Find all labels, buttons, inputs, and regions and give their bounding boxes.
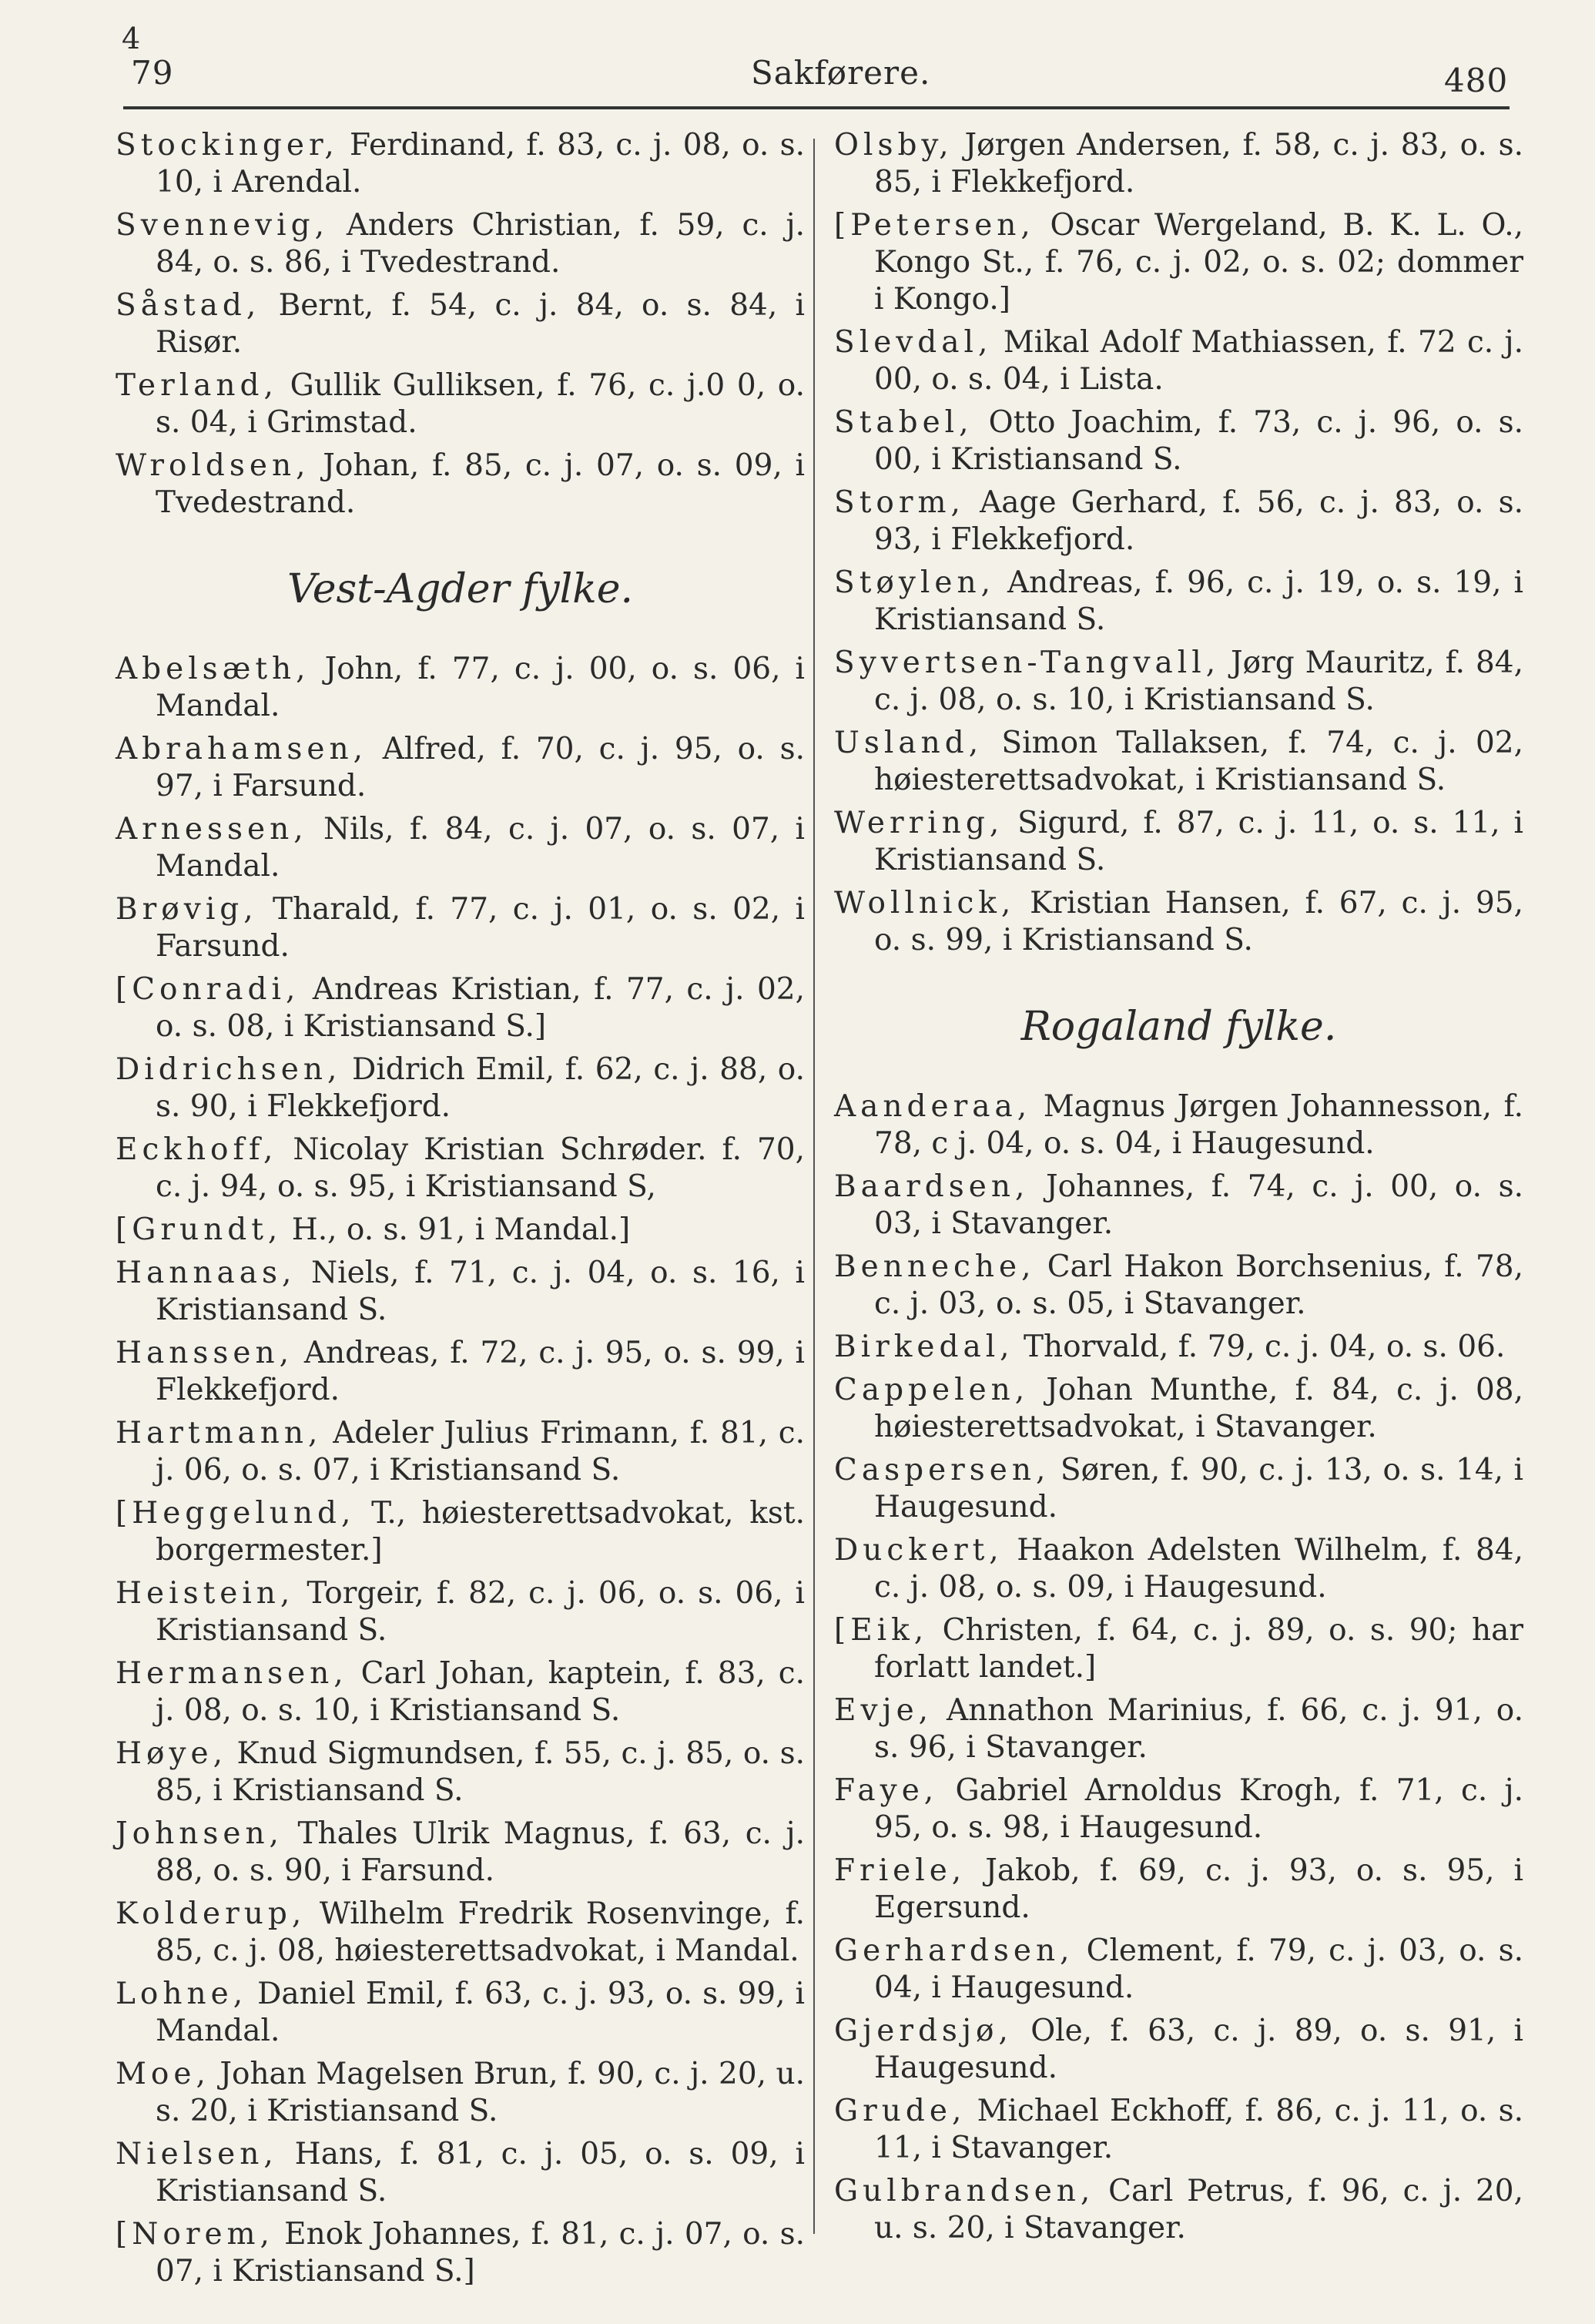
entry-details: Didrich Emil, f. 62, c. j. 88, o. s. 90, i Flekkefjord. — [156, 1052, 805, 1124]
entry-details: Søren, f. 90, c. j. 13, o. s. 14, i Haugesund. — [874, 1453, 1523, 1524]
entry-surname: Heistein, — [116, 1576, 295, 1611]
entry-details: Thorvald, f. 79, c. j. 04, o. s. 06. — [1014, 1330, 1506, 1364]
entry-details: Aage Gerhard, f. 56, c. j. 83, o. s. 93, i Flekkefjord. — [874, 485, 1523, 557]
entry-surname: Nielsen, — [116, 2137, 278, 2171]
directory-entry — [116, 1575, 805, 1649]
directory-entry — [834, 1249, 1523, 1323]
left-section-entries — [116, 651, 805, 2290]
entry-surname: Slevdal, — [834, 325, 993, 360]
entry-surname: Kolderup, — [116, 1896, 307, 1931]
right-column — [834, 127, 1523, 2253]
directory-entry — [116, 367, 805, 441]
entry-surname: Wollnick, — [834, 886, 1016, 921]
directory-entry — [834, 645, 1523, 719]
entry-details: H., o. s. 91, i Mandal.] — [282, 1212, 631, 1247]
directory-entry — [116, 2136, 805, 2210]
entry-surname: [Heggelund, — [116, 1496, 356, 1531]
entry-details: Gabriel Arnoldus Krogh, f. 71, c. j. 95, o. s. 98, i Haugesund. — [874, 1773, 1523, 1845]
entry-details: Hans, f. 81, c. j. 05, o. s. 09, i Kristiansand S. — [156, 2137, 805, 2208]
entry-surname: [Eik, — [834, 1613, 929, 1648]
entry-details: Sigurd, f. 87, c. j. 11, o. s. 11, i Kristiansand S. — [874, 806, 1523, 877]
directory-entry — [834, 1692, 1523, 1766]
entry-surname: Arnessen, — [116, 812, 308, 847]
directory-entry — [116, 207, 805, 281]
directory-entry — [116, 1495, 805, 1569]
directory-entry — [116, 811, 805, 885]
entry-details: Otto Joachim, f. 73, c. j. 96, o. s. 00, i Kristiansand S. — [874, 405, 1523, 477]
entry-details: Daniel Emil, f. 63, c. j. 93, o. s. 99, i Mandal. — [156, 1977, 805, 2048]
entry-surname: Friele, — [834, 1853, 967, 1888]
page-number-left: 79 — [131, 54, 174, 92]
header-rule — [123, 106, 1510, 109]
directory-entry — [834, 207, 1523, 318]
entry-surname: Svennevig, — [116, 208, 330, 243]
directory-entry — [834, 1372, 1523, 1446]
right-section-entries — [834, 1088, 1523, 2247]
entry-surname: Eckhoff, — [116, 1132, 278, 1167]
directory-entry — [834, 1169, 1523, 1242]
entry-surname: Werring, — [834, 806, 1004, 840]
entry-surname: Syvertsen-Tangvall, — [834, 646, 1221, 680]
directory-entry — [116, 651, 805, 725]
directory-entry — [834, 1452, 1523, 1526]
entry-surname: Abrahamsen, — [116, 732, 367, 766]
entry-surname: [Norem, — [116, 2217, 274, 2252]
entry-details: Johan, f. 85, c. j. 07, o. s. 09, i Tvedestrand. — [156, 448, 805, 520]
entry-surname: Storm, — [834, 485, 965, 520]
entry-details: Johan Munthe, f. 84, c. j. 08, høiesterettsadvokat, i Stavanger. — [874, 1373, 1523, 1444]
entry-details: Alfred, f. 70, c. j. 95, o. s. 97, i Farsund. — [156, 732, 805, 803]
entry-surname: Lohne, — [116, 1977, 248, 2011]
entry-surname: Birkedal, — [834, 1330, 1014, 1364]
entry-details: Kristian Hansen, f. 67, c. j. 95, o. s. 99, i Kristiansand S. — [874, 886, 1523, 957]
entry-details: Enok Johannes, f. 81, c. j. 07, o. s. 07, i Kristiansand S.] — [156, 2217, 805, 2289]
entry-surname: Baardsen, — [834, 1169, 1030, 1204]
directory-entry — [116, 1655, 805, 1729]
directory-entry — [834, 2173, 1523, 2247]
entry-surname: Hermansen, — [116, 1656, 348, 1691]
entry-surname: [Conradi, — [116, 972, 300, 1007]
directory-entry — [834, 725, 1523, 799]
entry-surname: Terland, — [116, 368, 278, 403]
entry-details: Johannes, f. 74, c. j. 00, o. s. 03, i Stavanger. — [874, 1169, 1523, 1241]
directory-entry — [116, 127, 805, 201]
directory-entry — [834, 1933, 1523, 2007]
entry-surname: Støylen, — [834, 565, 995, 600]
entry-details: Haakon Adelsten Wilhelm, f. 84, c. j. 08, o. s. 09, i Haugesund. — [874, 1533, 1523, 1605]
running-title: Sakførere. — [751, 54, 931, 92]
directory-entry — [834, 1853, 1523, 1927]
entry-details: Michael Eckhoff, f. 86, c. j. 11, o. s. 11, i Stavanger. — [874, 2094, 1523, 2165]
entry-details: Johan Magelsen Brun, f. 90, c. j. 20, u. s. 20, i Kristiansand S. — [156, 2057, 805, 2128]
directory-entry — [834, 1088, 1523, 1162]
entry-details: Nils, f. 84, c. j. 07, o. s. 07, i Mandal. — [156, 812, 805, 884]
entry-details: Oscar Wergeland, B. K. L. O., Kongo St., f. 76, c. j. 02, o. s. 02; dommer i Kongo.] — [874, 208, 1523, 317]
directory-entry — [834, 565, 1523, 639]
entry-surname: Hannaas, — [116, 1256, 297, 1290]
entry-surname: Didrichsen, — [116, 1052, 342, 1087]
directory-entry — [834, 2093, 1523, 2167]
entry-details: Mikal Adolf Mathiassen, f. 72 c. j. 00, o. s. 04, i Lista. — [874, 325, 1523, 397]
entry-surname: [Grundt, — [116, 1212, 283, 1247]
entry-details: Ferdinand, f. 83, c. j. 08, o. s. 10, i Arendal. — [156, 128, 805, 200]
directory-entry — [116, 1976, 805, 2050]
section-title-vest-agder: Vest-Agder fylke. — [286, 566, 634, 612]
directory-entry — [834, 2013, 1523, 2087]
page-number-right: 480 — [1444, 62, 1509, 99]
entry-details: Jakob, f. 69, c. j. 93, o. s. 95, i Egersund. — [874, 1853, 1523, 1925]
entry-details: Torgeir, f. 82, c. j. 06, o. s. 06, i Kristiansand S. — [156, 1576, 805, 1648]
directory-entry — [834, 1612, 1523, 1686]
entry-details: Clement, f. 79, c. j. 03, o. s. 04, i Haugesund. — [874, 1933, 1523, 2005]
entry-surname: Gjerdsjø, — [834, 2014, 1013, 2048]
directory-entry — [116, 1132, 805, 1206]
entry-surname: Høye, — [116, 1736, 228, 1771]
entry-details: Thales Ulrik Magnus, f. 63, c. j. 88, o. s. 90, i Farsund. — [156, 1816, 805, 1888]
directory-entry — [116, 731, 805, 805]
entry-surname: Johnsen, — [116, 1816, 283, 1851]
entry-surname: Grude, — [834, 2094, 967, 2128]
entry-surname: Benneche, — [834, 1249, 1036, 1284]
directory-entry — [834, 1772, 1523, 1846]
entry-surname: Aanderaa, — [834, 1089, 1032, 1124]
entry-details: T., høiesterettsadvokat, kst. borgermester.] — [156, 1496, 805, 1568]
entry-details: Jørgen Andersen, f. 58, c. j. 83, o. s. 85, i Flekkefjord. — [874, 128, 1523, 200]
entry-details: Christen, f. 64, c. j. 89, o. s. 90; har forlatt landet.] — [874, 1613, 1523, 1685]
entry-surname: Stockinger, — [116, 128, 339, 163]
entry-surname: Gerhardsen, — [834, 1933, 1074, 1968]
directory-entry — [116, 971, 805, 1045]
directory-entry — [834, 127, 1523, 201]
entry-surname: Såstad, — [116, 288, 261, 323]
entry-details: Tharald, f. 77, c. j. 01, o. s. 02, i Farsund. — [156, 892, 805, 964]
entry-details: Anders Christian, f. 59, c. j. 84, o. s. 86, i Tvedestrand. — [156, 208, 805, 280]
right-top-entries — [834, 127, 1523, 959]
entry-surname: Abelsæth, — [116, 652, 310, 686]
entry-surname: Usland, — [834, 726, 983, 760]
entry-details: Carl Johan, kaptein, f. 83, c. j. 08, o. s. 10, i Kristiansand S. — [156, 1656, 805, 1728]
entry-surname: [Petersen, — [834, 208, 1035, 243]
signature-mark: 4 — [122, 22, 141, 55]
entry-details: Nicolay Kristian Schrøder. f. 70, c. j. 94, o. s. 95, i Kristiansand S, — [156, 1132, 805, 1204]
directory-entry — [116, 1212, 805, 1249]
directory-entry — [116, 1255, 805, 1329]
entry-surname: Faye, — [834, 1773, 939, 1808]
directory-entry — [834, 485, 1523, 558]
entry-details: Andreas, f. 72, c. j. 95, o. s. 99, i Flekkefjord. — [156, 1336, 805, 1407]
directory-entry — [834, 324, 1523, 398]
entry-surname: Caspersen, — [834, 1453, 1050, 1487]
entry-surname: Wroldsen, — [116, 448, 310, 483]
entry-details: Magnus Jørgen Johannesson, f. 78, c j. 04, o. s. 04, i Haugesund. — [874, 1089, 1523, 1161]
directory-entry — [116, 891, 805, 965]
directory-entry — [834, 1329, 1523, 1366]
directory-entry — [116, 1335, 805, 1409]
directory-entry — [116, 287, 805, 361]
directory-entry — [116, 448, 805, 521]
left-column — [116, 127, 805, 2296]
entry-surname: Hartmann, — [116, 1416, 323, 1450]
entry-surname: Hanssen, — [116, 1336, 294, 1370]
entry-details: Niels, f. 71, c. j. 04, o. s. 16, i Kristiansand S. — [156, 1256, 805, 1327]
directory-entry — [116, 1735, 805, 1809]
entry-surname: Brøvig, — [116, 892, 258, 927]
entry-details: Andreas Kristian, f. 77, c. j. 02, o. s. 08, i Kristiansand S.] — [156, 972, 805, 1044]
directory-entry — [116, 1896, 805, 1970]
directory-entry — [116, 1816, 805, 1890]
entry-surname: Gulbrandsen, — [834, 2174, 1095, 2208]
entry-details: Jørg Mauritz, f. 84, c. j. 08, o. s. 10, i Kristiansand S. — [874, 646, 1523, 717]
entry-details: Annathon Marinius, f. 66, c. j. 91, o. s. 96, i Stavanger. — [874, 1693, 1523, 1765]
directory-entry — [116, 2216, 805, 2290]
directory-entry — [834, 885, 1523, 959]
directory-entry — [116, 2056, 805, 2130]
entry-surname: Olsby, — [834, 128, 953, 163]
entry-details: Ole, f. 63, c. j. 89, o. s. 91, i Haugesund. — [874, 2014, 1523, 2085]
entry-details: Wilhelm Fredrik Rosenvinge, f. 85, c. j. 08, høiesterettsadvokat, i Mandal. — [156, 1896, 805, 1968]
directory-entry — [116, 1051, 805, 1125]
entry-details: Bernt, f. 54, c. j. 84, o. s. 84, i Risør. — [156, 288, 805, 360]
directory-entry — [116, 1415, 805, 1489]
entry-details: John, f. 77, c. j. 00, o. s. 06, i Mandal. — [156, 652, 805, 723]
entry-details: Carl Hakon Borchsenius, f. 78, c. j. 03, o. s. 05, i Stavanger. — [874, 1249, 1523, 1321]
entry-surname: Evje, — [834, 1693, 933, 1728]
left-top-entries — [116, 127, 805, 521]
entry-details: Carl Petrus, f. 96, c. j. 20, u. s. 20, i Stavanger. — [874, 2174, 1523, 2245]
directory-entry — [834, 805, 1523, 879]
entry-details: Andreas, f. 96, c. j. 19, o. s. 19, i Kristiansand S. — [874, 565, 1523, 637]
directory-entry — [834, 404, 1523, 478]
entry-surname: Stabel, — [834, 405, 973, 440]
entry-details: Adeler Julius Frimann, f. 81, c. j. 06, o. s. 07, i Kristiansand S. — [156, 1416, 805, 1487]
section-title-rogaland: Rogaland fylke. — [1020, 1004, 1337, 1050]
directory-entry — [834, 1532, 1523, 1606]
entry-details: Knud Sigmundsen, f. 55, c. j. 85, o. s. 85, i Kristiansand S. — [156, 1736, 805, 1808]
column-divider — [813, 139, 815, 2234]
entry-details: Simon Tallaksen, f. 74, c. j. 02, høiesterettsadvokat, i Kristiansand S. — [874, 726, 1523, 797]
entry-surname: Moe, — [116, 2057, 210, 2091]
entry-surname: Cappelen, — [834, 1373, 1030, 1407]
entry-surname: Duckert, — [834, 1533, 1004, 1568]
entry-details: Gullik Gulliksen, f. 76, c. j.0 0, o. s. 04, i Grimstad. — [156, 368, 805, 440]
